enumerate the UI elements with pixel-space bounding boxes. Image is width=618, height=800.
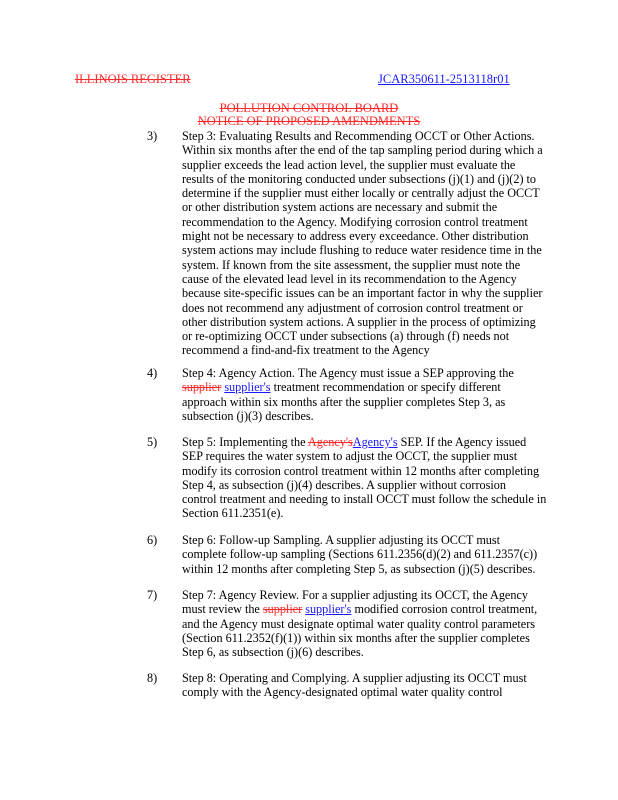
- deleted-text: supplier: [182, 380, 222, 395]
- text-line-edited: [182, 380, 602, 394]
- text-line: results of the monitoring conducted under subsections (j)(1) and (j)(2) to: [182, 171, 537, 186]
- text-line: Step 4, as subsection (j)(4) describes. A supplier without corrosion: [182, 477, 506, 492]
- text-line-edited: [182, 435, 602, 449]
- text-line: within 12 months after completing Step 5, as subsection (j)(5) describes.: [182, 561, 536, 576]
- text-line: comply with the Agency-designated optimal water quality control: [182, 685, 503, 700]
- item-3-text: [182, 129, 602, 358]
- inserted-text: supplier's: [305, 602, 352, 617]
- text-line: cause of the elevated lead level in its recommendation to the Agency: [182, 271, 517, 286]
- item-7-text: [182, 588, 602, 659]
- text-line: recommend a find-and-fix treatment to the Agency: [182, 343, 430, 358]
- item-number-3: 3): [147, 129, 158, 143]
- item-number-5: 5): [147, 435, 158, 449]
- inserted-text: supplier's: [224, 380, 271, 395]
- item-5-text: [182, 435, 602, 521]
- text-line: Step 6, as subsection (j)(6) describes.: [182, 645, 364, 660]
- text-line: or re-optimizing OCCT under subsections (a) through (f) needs not: [182, 329, 510, 344]
- text-line: modify its corrosion control treatment within 12 months after completing: [182, 463, 540, 478]
- text-line: Within six months after the end of the tap sampling period during which a: [182, 143, 543, 158]
- inserted-text: Agency's: [352, 435, 398, 449]
- text-line: complete follow-up sampling (Sections 611.2356(d)(2) and 611.2357(c)): [182, 547, 538, 562]
- text-line: control treatment and needing to install OCCT must follow the schedule in: [182, 492, 547, 507]
- text-line: (Section 611.2352(f)(1)) within six months after the supplier completes: [182, 630, 530, 645]
- text-fragment: modified corrosion control treatment,: [351, 602, 538, 617]
- item-8-text: [182, 671, 602, 700]
- text-line: subsection (j)(3) describes.: [182, 408, 314, 423]
- text-line-edited: [182, 602, 602, 616]
- text-fragment: treatment recommendation or specify different: [270, 380, 501, 395]
- text-line: Step 7: Agency Review. For a supplier adjusting its OCCT, the Agency: [182, 588, 528, 602]
- text-line: supplier exceeds the lead action level, the supplier must evaluate the: [182, 157, 516, 172]
- text-line: approach within six months after the supplier completes Step 3, as: [182, 394, 506, 409]
- header-jcar-id: JCAR350611-2513118r01: [378, 72, 510, 86]
- text-line: recommendation to the Agency. Modifying corrosion control treatment: [182, 214, 528, 229]
- text-line: and the Agency must designate optimal water quality control parameters: [182, 616, 535, 631]
- text-line: or other distribution system actions are necessary and submit the: [182, 200, 498, 215]
- header-register: ILLINOIS REGISTER: [75, 72, 191, 86]
- text-line: Step 8: Operating and Complying. A supplier adjusting its OCCT must: [182, 671, 527, 685]
- text-line: system actions may include flushing to reduce water residence time in the: [182, 243, 542, 258]
- text-line: Section 611.2351(e).: [182, 506, 284, 521]
- item-4-text: [182, 366, 602, 423]
- text-line: Step 3: Evaluating Results and Recommending OCCT or Other Actions.: [182, 129, 535, 143]
- item-6-text: [182, 533, 602, 576]
- item-number-6: 6): [147, 533, 158, 547]
- text-line: does not recommend any adjustment of corrosion control treatment or: [182, 300, 523, 315]
- text-fragment: SEP. If the Agency issued: [397, 435, 527, 449]
- deleted-text: Agency's: [307, 435, 353, 449]
- text-line: system. If known from the site assessment, the supplier must note the: [182, 257, 521, 272]
- text-line: because site-specific issues can be an important factor in why the supplier: [182, 286, 543, 301]
- text-fragment: must review the: [182, 602, 263, 617]
- deleted-text: supplier: [262, 602, 303, 617]
- text-line: other distribution system actions. A supplier in the process of optimizing: [182, 314, 536, 329]
- item-number-4: 4): [147, 366, 158, 380]
- text-line: Step 4: Agency Action. The Agency must issue a SEP approving the: [182, 366, 514, 380]
- notice-title: NOTICE OF PROPOSED AMENDMENTS: [197, 114, 421, 128]
- item-number-8: 8): [147, 671, 158, 685]
- item-number-7: 7): [147, 588, 158, 602]
- text-line: Step 6: Follow-up Sampling. A supplier adjusting its OCCT must: [182, 533, 501, 547]
- text-line: determine if the supplier must either locally or centrally adjust the OCCT: [182, 186, 540, 201]
- board-title: POLLUTION CONTROL BOARD: [219, 101, 399, 115]
- text-fragment: Step 5: Implementing the: [182, 435, 308, 449]
- text-line: might not be necessary to address every exceedance. Other distribution: [182, 229, 529, 244]
- text-line: SEP requires the water system to adjust the OCCT, the supplier must: [182, 449, 518, 464]
